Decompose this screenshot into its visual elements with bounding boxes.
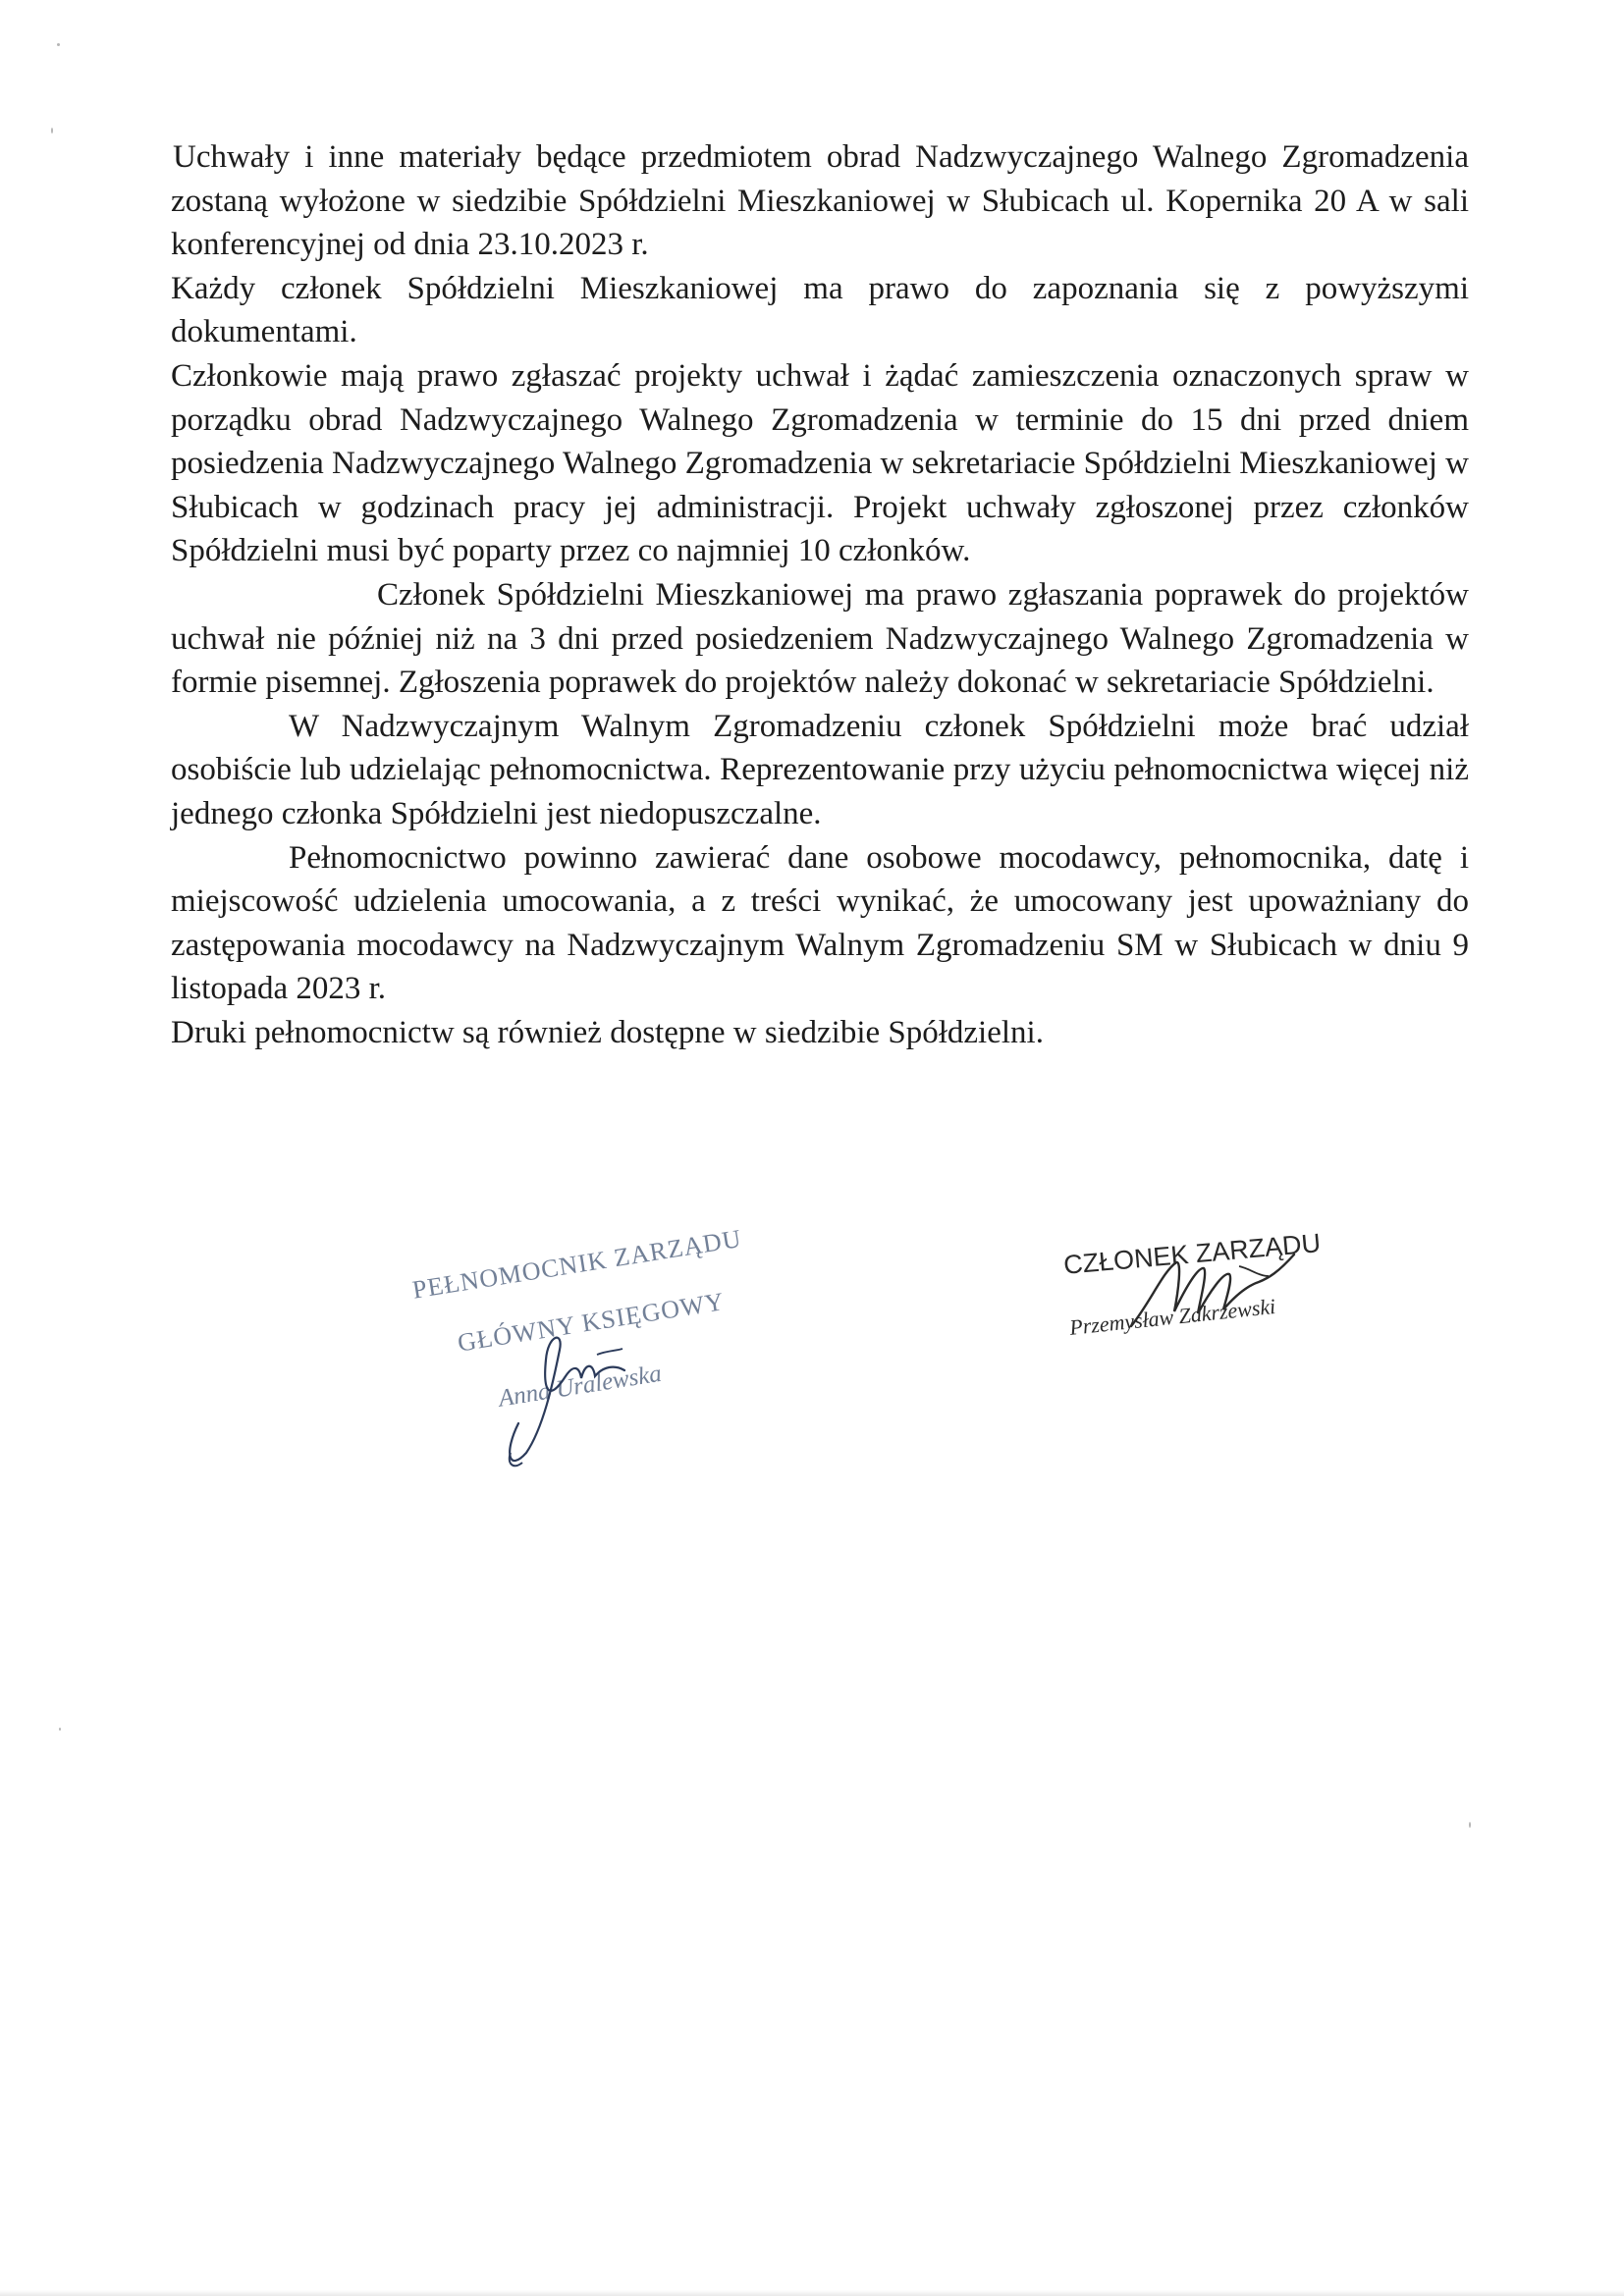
document-body <box>171 135 1469 1054</box>
stamp-line-title: CZŁONEK ZARZĄDU <box>1062 1228 1323 1280</box>
paragraph-participation: W Nadzwyczajnym Walnym Zgromadzeniu członek Spółdzielni może brać udział osobiście lub udzielając pełnomocnictwa. Reprezentowanie przy użyciu pełnomocnictwa więcej niż jednego członka Spółdzielni jest niedopuszczalne. <box>171 708 1469 831</box>
paragraph-power-of-attorney: Pełnomocnictwo powinno zawierać dane osobowe mocodawcy, pełnomocnika, datę i miejscowość udzielenia umocowania, a z treści wynikać, że umocowany jest upoważniany do zastępowania mocodawcy na Nadzwyczajnym Walnym Zgromadzeniu SM w Słubicach w dniu 9 listopada 2023 r. <box>171 839 1469 1007</box>
stamp-chief-accountant <box>410 1223 774 1472</box>
stamp-line-name: Anna Uralewska <box>497 1360 664 1413</box>
paragraph-member-right: Każdy członek Spółdzielni Mieszkaniowej ma prawo do zapoznania się z powyższymi dokumentami. <box>171 270 1469 350</box>
paragraph-amendments: Członek Spółdzielni Mieszkaniowej ma prawo zgłaszania poprawek do projektów uchwał nie później niż na 3 dni przed posiedzeniem Nadzwyczajnego Walnego Zgromadzenia w formie pisemnej. Zgłoszenia poprawek do projektów należy dokonać w sekretariacie Spółdzielni. <box>171 576 1469 701</box>
stamp-board-member <box>1062 1228 1386 1376</box>
paragraph-draft-resolutions: Członkowie mają prawo zgłaszać projekty uchwał i żądać zamieszczenia oznaczonych spraw w porządku obrad Nadzwyczajnego Walnego Zgromadzenia w terminie do 15 dni przed dniem posiedzenia Nadzwyczajnego Walnego Zgromadzenia w sekretariacie Spółdzielni Mieszkaniowej w Słubicach w godzinach pracy jej administracji. Projekt uchwały zgłoszonej przez członków Spółdzielni musi być poparty przez co najmniej 10 członków. <box>171 357 1469 569</box>
stamp-line-name: Przemysław Zakrzewski <box>1068 1293 1277 1340</box>
stamp-line-role: GŁÓWNY KSIĘGOWY <box>456 1287 727 1358</box>
scan-bottom-edge <box>0 2290 1624 2296</box>
scan-speck <box>51 128 53 133</box>
stamp-line-title: PEŁNOMOCNIK ZARZĄDU <box>410 1223 744 1305</box>
paragraph-materials: Uchwały i inne materiały będące przedmiotem obrad Nadzwyczajnego Walnego Zgromadzenia zostaną wyłożone w siedzibie Spółdzielni Mieszkaniowej w Słubicach ul. Kopernika 20 A w sali konferencyjnej od dnia 23.10.2023 r. <box>171 139 1469 263</box>
scan-speck <box>57 43 60 46</box>
paragraph-forms-available: Druki pełnomocnictw są również dostępne w siedzibie Spółdzielni. <box>171 1014 1044 1050</box>
scan-speck <box>1469 1822 1471 1828</box>
scan-speck <box>59 1728 61 1731</box>
